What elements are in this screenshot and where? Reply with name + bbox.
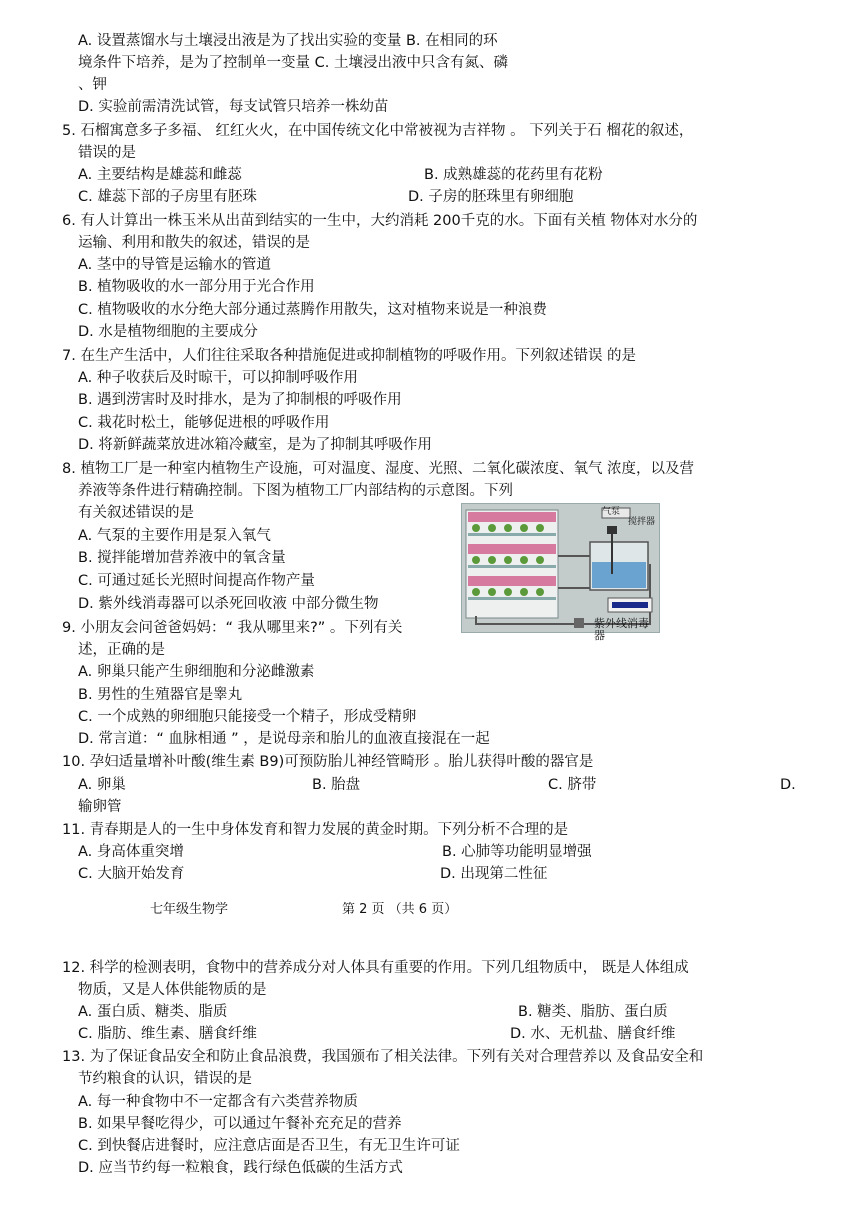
q12-option-a: A. 蛋白质、糖类、脂质 xyxy=(78,1004,228,1020)
q12-option-b: B. 糖类、脂肪、蛋白质 xyxy=(518,1004,668,1020)
q7-stem: 7. 在生产生活中，人们往往采取各种措施促进或抑制植物的呼吸作用。下列叙述错误 的是 xyxy=(62,348,637,364)
q6-stem-cont: 运输、利用和散失的叙述，错误的是 xyxy=(78,235,310,251)
footer-subject: 七年级生物学 xyxy=(150,902,229,917)
q13-option-c: C. 到快餐店进餐时，应注意店面是否卫生，有无卫生许可证 xyxy=(78,1138,460,1154)
q8-option-c: C. 可通过延长光照时间提高作物产量 xyxy=(78,573,315,589)
q11-stem: 11. 青春期是人的一生中身体发育和智力发展的黄金时期。下列分析不合理的是 xyxy=(62,822,569,838)
q9-option-a: A. 卵巢只能产生卵细胞和分泌雌激素 xyxy=(78,664,315,680)
q7-option-a: A. 种子收获后及时晾干，可以抑制呼吸作用 xyxy=(78,370,358,386)
q5-stem-cont: 错误的是 xyxy=(78,145,136,161)
q11-option-c: C. 大脑开始发育 xyxy=(78,866,185,882)
q10-stem: 10. 孕妇适量增补叶酸(维生素 B9)可预防胎儿神经管畸形 。胎儿获得叶酸的器官是 xyxy=(62,754,594,770)
q12-option-c: C. 脂肪、维生素、膳食纤维 xyxy=(78,1026,257,1042)
plant-factory-figure xyxy=(461,503,660,642)
q4-option-line-3: 、钾 xyxy=(78,77,107,93)
q8-stem: 8. 植物工厂是一种室内植物生产设施，可对温度、湿度、光照、二氧化碳浓度、氧气 浓度，以及营 xyxy=(62,461,695,477)
q4-option-d: D. 实验前需清洗试管，每支试管只培养一株幼苗 xyxy=(78,99,389,115)
q8-stem-cont: 养液等条件进行精确控制。下图为植物工厂内部结构的示意图。下列 xyxy=(78,483,513,499)
q4-option-line-2: 境条件下培养，是为了控制单一变量 C. 土壤浸出液中只含有氮、磷 xyxy=(78,55,508,71)
footer-page-number: 第 2 页 （共 6 页） xyxy=(342,902,458,917)
q11-option-d: D. 出现第二性征 xyxy=(440,866,548,882)
q9-option-d: D. 常言道：“ 血脉相通 ” ，是说母亲和胎儿的血液直接混在一起 xyxy=(78,731,490,747)
q12-stem-cont: 物质，又是人体供能物质的是 xyxy=(78,982,267,998)
q9-stem: 9. 小朋友会问爸爸妈妈：“ 我从哪里来?” 。下列有关 xyxy=(62,620,403,636)
q13-option-d: D. 应当节约每一粒粮食，践行绿色低碳的生活方式 xyxy=(78,1160,403,1176)
q4-option-line-1: A. 设置蒸馏水与土壤浸出液是为了找出实验的变量 B. 在相同的环 xyxy=(78,33,498,49)
fig-label-stirrer: 搅拌器 xyxy=(628,517,656,527)
q11-option-a: A. 身高体重突增 xyxy=(78,844,184,860)
q9-option-c: C. 一个成熟的卵细胞只能接受一个精子，形成受精卵 xyxy=(78,709,417,725)
q11-option-b: B. 心肺等功能明显增强 xyxy=(442,844,592,860)
q13-stem-cont: 节约粮食的认识，错误的是 xyxy=(78,1071,252,1087)
q9-option-b: B. 男性的生殖器官是睾丸 xyxy=(78,687,243,703)
q7-option-d: D. 将新鲜蔬菜放进冰箱冷藏室，是为了抑制其呼吸作用 xyxy=(78,437,432,453)
q13-stem: 13. 为了保证食品安全和防止食品浪费，我国颁布了相关法律。下列有关对合理营养以 及食品安全和 xyxy=(62,1049,704,1065)
q6-option-a: A. 茎中的导管是运输水的管道 xyxy=(78,257,271,273)
q7-option-b: B. 遇到涝害时及时排水，是为了抑制根的呼吸作用 xyxy=(78,392,402,408)
q5-option-a: A. 主要结构是雄蕊和雌蕊 xyxy=(78,167,242,183)
q13-option-a: A. 每一种食物中不一定都含有六类营养物质 xyxy=(78,1094,358,1110)
q10-option-d-text: 输卵管 xyxy=(78,799,122,815)
q5-stem: 5. 石榴寓意多子多福、 红红火火，在中国传统文化中常被视为吉祥物 。 下列关于石 榴花的叙述， xyxy=(62,123,694,139)
q5-option-c: C. 雄蕊下部的子房里有胚珠 xyxy=(78,189,257,205)
q8-stem-cont-2: 有关叙述错误的是 xyxy=(78,505,194,521)
q12-stem: 12. 科学的检测表明，食物中的营养成分对人体具有重要的作用。下列几组物质中， 既是人体组成 xyxy=(62,960,689,976)
fig-label-pump: 气泵 xyxy=(602,507,621,517)
q8-option-a: A. 气泵的主要作用是泵入氧气 xyxy=(78,528,271,544)
q12-option-d: D. 水、无机盐、膳食纤维 xyxy=(510,1026,676,1042)
q7-option-c: C. 栽花时松土，能够促进根的呼吸作用 xyxy=(78,415,330,431)
q10-option-d-prefix: D. xyxy=(780,777,796,793)
q8-option-b: B. 搅拌能增加营养液中的氧含量 xyxy=(78,550,286,566)
q6-option-d: D. 水是植物细胞的主要成分 xyxy=(78,324,258,340)
q6-stem: 6. 有人计算出一株玉米从出苗到结实的一生中，大约消耗 200千克的水。下面有关植 物体对水分的 xyxy=(62,213,698,229)
q8-option-d: D. 紫外线消毒器可以杀死回收液 中部分微生物 xyxy=(78,596,379,612)
q9-stem-cont: 述，正确的是 xyxy=(78,642,165,658)
q13-option-b: B. 如果早餐吃得少，可以通过午餐补充充足的营养 xyxy=(78,1116,402,1132)
q10-option-b: B. 胎盘 xyxy=(312,777,361,793)
q5-option-b: B. 成熟雄蕊的花药里有花粉 xyxy=(424,167,603,183)
q6-option-c: C. 植物吸收的水分绝大部分通过蒸腾作用散失，这对植物来说是一种浪费 xyxy=(78,302,547,318)
fig-label-uv: 紫外线消毒器 xyxy=(594,617,649,642)
q10-option-c: C. 脐带 xyxy=(548,777,597,793)
q10-option-a: A. 卵巢 xyxy=(78,777,126,793)
q5-option-d: D. 子房的胚珠里有卵细胞 xyxy=(408,189,574,205)
q6-option-b: B. 植物吸收的水一部分用于光合作用 xyxy=(78,279,315,295)
